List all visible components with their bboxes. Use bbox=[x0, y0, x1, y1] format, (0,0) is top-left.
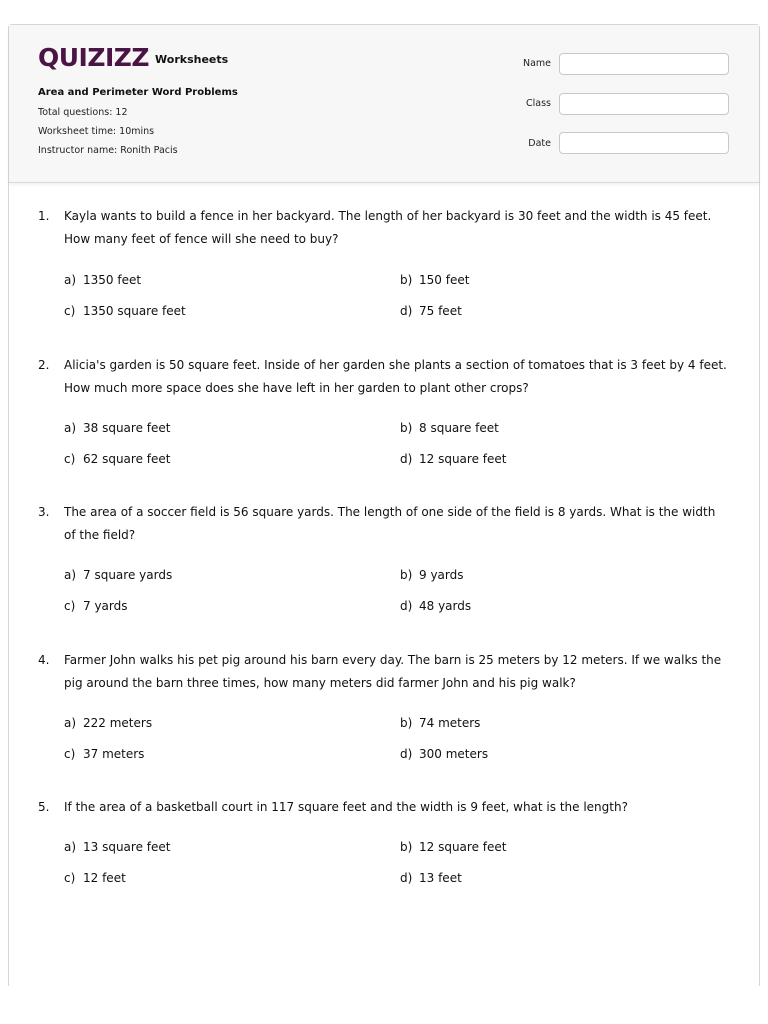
option-text: 1350 feet bbox=[83, 273, 142, 287]
option-a bbox=[64, 420, 170, 436]
option-text: 74 meters bbox=[419, 716, 481, 730]
option-text: 7 yards bbox=[83, 599, 128, 613]
option-b bbox=[400, 272, 469, 288]
option-text: 7 square yards bbox=[83, 568, 173, 582]
brand-subtitle: Worksheets bbox=[155, 53, 229, 66]
class-field[interactable] bbox=[559, 93, 729, 115]
option-b bbox=[400, 715, 480, 731]
name-label: Name bbox=[522, 58, 551, 69]
option-text: 12 feet bbox=[83, 871, 126, 885]
option-text: 8 square feet bbox=[419, 421, 499, 435]
option-letter: a) bbox=[64, 840, 77, 854]
option-text: 12 square feet bbox=[419, 452, 507, 466]
question-text: The area of a soccer field is 56 square yards. The length of one side of the field is 8 yards. What is the width of the field? bbox=[64, 505, 716, 542]
option-d bbox=[400, 598, 471, 614]
question-text: Farmer John walks his pet pig around his barn every day. The barn is 25 meters by 12 meters. If we walks the pig around the barn three times, how many meters did farmer John and his pig walk? bbox=[64, 653, 722, 690]
option-text: 75 feet bbox=[419, 304, 462, 318]
option-letter: a) bbox=[64, 421, 77, 435]
option-text: 13 feet bbox=[419, 871, 462, 885]
option-a bbox=[64, 839, 170, 855]
instructor-name: Instructor name: Ronith Pacis bbox=[38, 145, 178, 156]
brand bbox=[38, 45, 228, 71]
worksheet-header bbox=[9, 25, 759, 183]
total-questions: Total questions: 12 bbox=[38, 107, 128, 118]
option-letter: a) bbox=[64, 716, 77, 730]
option-letter: d) bbox=[400, 304, 413, 318]
quizizz-logo: QUIZIZZ bbox=[38, 43, 150, 72]
worksheet-title: Area and Perimeter Word Problems bbox=[38, 87, 238, 98]
option-text: 150 feet bbox=[419, 273, 470, 287]
option-c bbox=[64, 303, 186, 319]
option-letter: b) bbox=[400, 273, 413, 287]
option-d bbox=[400, 303, 462, 319]
option-letter: a) bbox=[64, 568, 77, 582]
question-number: 1. bbox=[38, 209, 50, 223]
question-number: 5. bbox=[38, 800, 50, 814]
option-text: 48 yards bbox=[419, 599, 472, 613]
question-number: 2. bbox=[38, 358, 50, 372]
option-d bbox=[400, 746, 488, 762]
option-text: 62 square feet bbox=[83, 452, 171, 466]
option-text: 12 square feet bbox=[419, 840, 507, 854]
question-text: Alicia's garden is 50 square feet. Inside of her garden she plants a section of tomatoes that is 3 feet by 4 feet. How much more space does she have left in her garden to plant other crops? bbox=[64, 358, 727, 395]
question-text: Kayla wants to build a fence in her backyard. The length of her backyard is 30 feet and the width is 45 feet. How many feet of fence will she need to buy? bbox=[64, 209, 712, 246]
option-letter: c) bbox=[64, 452, 76, 466]
question-text: If the area of a basketball court in 117 square feet and the width is 9 feet, what is the length? bbox=[64, 800, 628, 814]
option-text: 37 meters bbox=[83, 747, 145, 761]
option-d bbox=[400, 451, 506, 467]
option-letter: d) bbox=[400, 871, 413, 885]
class-label: Class bbox=[526, 98, 551, 109]
option-letter: c) bbox=[64, 599, 76, 613]
option-letter: b) bbox=[400, 840, 413, 854]
option-text: 222 meters bbox=[83, 716, 153, 730]
option-letter: b) bbox=[400, 568, 413, 582]
worksheet-time: Worksheet time: 10mins bbox=[38, 126, 155, 137]
option-text: 13 square feet bbox=[83, 840, 171, 854]
option-letter: d) bbox=[400, 452, 413, 466]
option-b bbox=[400, 567, 464, 583]
option-a bbox=[64, 567, 172, 583]
option-d bbox=[400, 870, 462, 886]
option-c bbox=[64, 746, 144, 762]
option-b bbox=[400, 420, 499, 436]
option-letter: c) bbox=[64, 871, 76, 885]
question-number: 4. bbox=[38, 653, 50, 667]
option-letter: d) bbox=[400, 747, 413, 761]
date-label: Date bbox=[528, 138, 551, 149]
option-c bbox=[64, 451, 170, 467]
option-letter: b) bbox=[400, 716, 413, 730]
question-number: 3. bbox=[38, 505, 50, 519]
option-b bbox=[400, 839, 506, 855]
option-text: 9 yards bbox=[419, 568, 464, 582]
option-text: 38 square feet bbox=[83, 421, 171, 435]
option-c bbox=[64, 870, 126, 886]
option-c bbox=[64, 598, 128, 614]
option-letter: c) bbox=[64, 747, 76, 761]
option-text: 1350 square feet bbox=[83, 304, 186, 318]
option-letter: d) bbox=[400, 599, 413, 613]
option-letter: b) bbox=[400, 421, 413, 435]
option-a bbox=[64, 272, 141, 288]
date-field[interactable] bbox=[559, 132, 729, 154]
option-letter: a) bbox=[64, 273, 77, 287]
name-field[interactable] bbox=[559, 53, 729, 75]
option-letter: c) bbox=[64, 304, 76, 318]
option-text: 300 meters bbox=[419, 747, 489, 761]
option-a bbox=[64, 715, 152, 731]
